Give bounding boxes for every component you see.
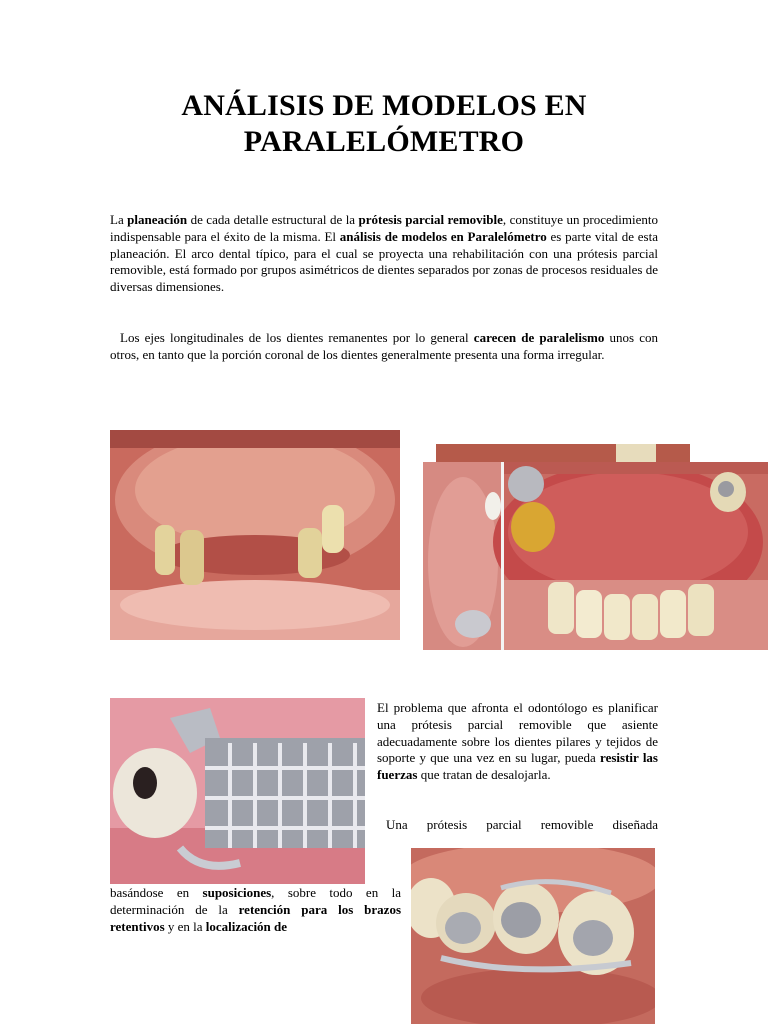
axes-paragraph	[110, 330, 658, 364]
photo-tongue-crowns	[423, 462, 768, 650]
bold-run: planeación	[127, 212, 188, 227]
text-run: que tratan de desalojarla.	[417, 767, 551, 783]
intro-paragraph	[110, 212, 658, 296]
photo-clasp-teeth	[411, 848, 655, 1024]
bold-run: carecen de paralelismo	[473, 330, 605, 345]
bold-run: suposiciones	[202, 885, 272, 900]
text-run: Una prótesis parcial removible diseñada	[386, 817, 658, 832]
bold-run: localización de	[205, 918, 288, 934]
photo-lower-arch	[110, 430, 400, 640]
design-paragraph-continued	[110, 885, 401, 935]
title-line-1: ANÁLISIS DE MODELOS EN	[181, 89, 587, 122]
design-paragraph-start	[386, 817, 658, 834]
problem-paragraph	[377, 700, 658, 784]
title-line-2: PARALELÓMETRO	[243, 125, 525, 158]
text-run: , sobre todo en la determinación de la	[110, 885, 401, 917]
text-run: unos con otros, en tanto que la porción coronal de los dientes generalmente presenta una forma irregular.	[110, 330, 658, 362]
bold-run: retención para los brazos retentivos	[110, 901, 402, 934]
bold-run: prótesis parcial removible	[358, 212, 503, 227]
bold-run: resistir las fuerzas	[377, 750, 658, 783]
text-run: Los ejes longitudinales de los dientes remanentes por lo general	[120, 330, 474, 345]
photo-metal-framework	[110, 698, 365, 884]
text-run: El problema que afronta el odontólogo es planificar una prótesis parcial removible que asiente adecuadamente sobre los dientes pilares y tejidos de soporte y que una vez en su lugar, pueda	[377, 700, 658, 766]
bold-run: análisis de modelos en Paralelómetro	[339, 228, 547, 244]
text-run: es parte vital de esta planeación. El arco dental típico, para el cual se proyecta una rehabilitación con una prótesis parcial removible, está formado por grupos asimétricos de dientes separados por zonas de procesos residuales de diversas dimensiones.	[110, 228, 658, 295]
text-run: y en la	[164, 918, 206, 934]
text-run: La	[110, 212, 128, 227]
text-run: , constituye un procedimiento indispensable para el éxito de la misma. El	[110, 212, 658, 244]
text-run: de cada detalle estructural de la	[187, 212, 359, 227]
photo-arch-strip	[436, 444, 690, 464]
document-title	[110, 88, 658, 160]
text-run: basándose en	[110, 885, 203, 900]
